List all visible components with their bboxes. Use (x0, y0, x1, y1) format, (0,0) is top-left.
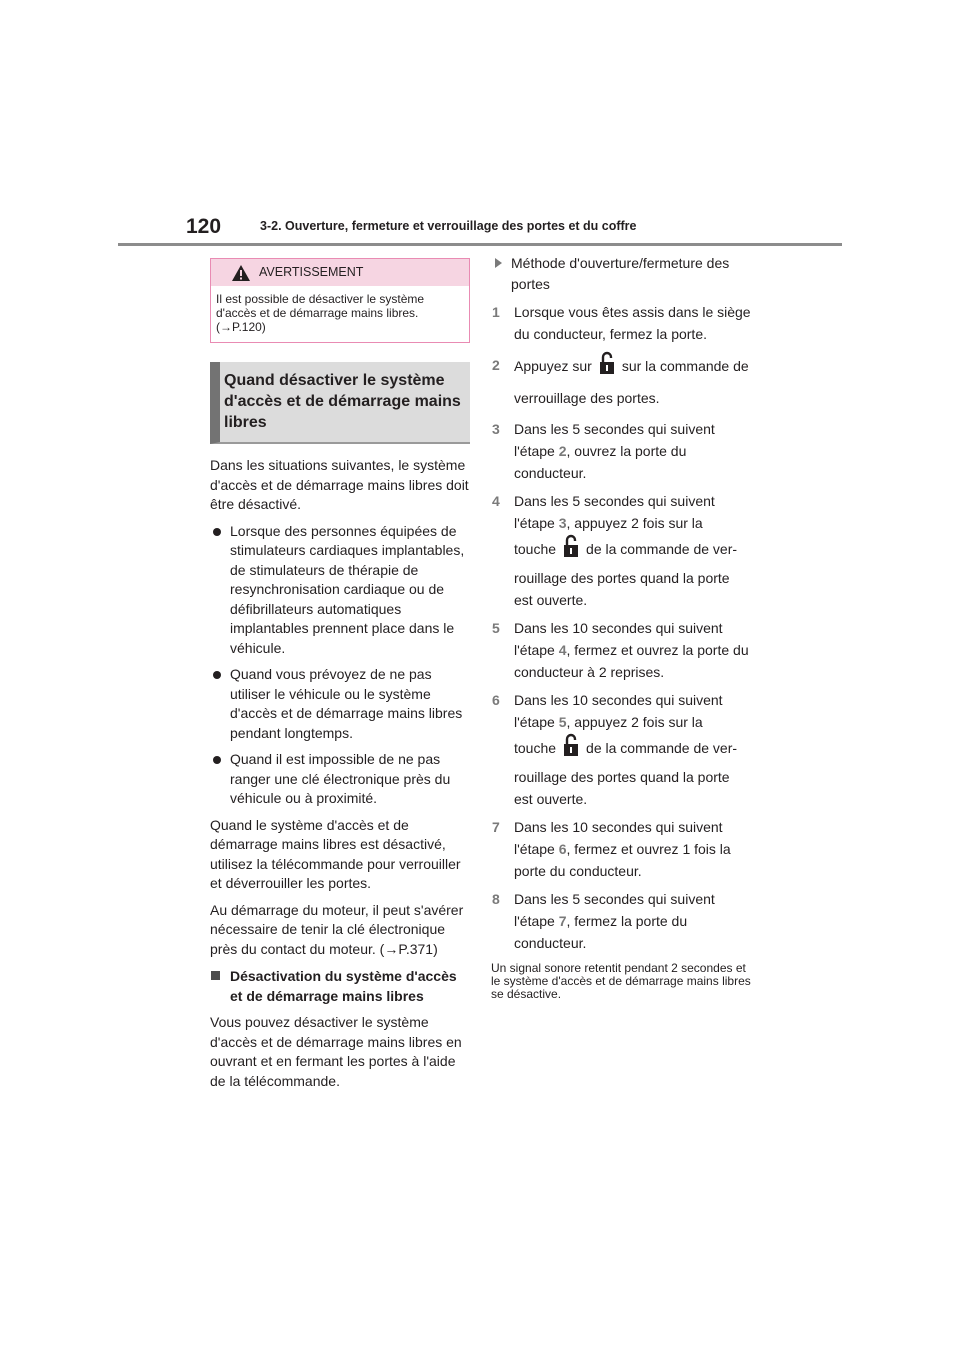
warning-title: AVERTISSEMENT (259, 265, 364, 279)
method-title: Méthode d'ouverture/fermeture des portes (511, 255, 730, 292)
step-ref: 6 (558, 841, 567, 857)
intro-paragraph: Dans les situations suivantes, le système d'accès et de démarrage mains libres doit être désactivé. (210, 457, 469, 512)
step-number: 6 (492, 692, 500, 708)
step-number: 7 (492, 819, 500, 835)
step-number: 4 (492, 493, 500, 509)
bullet-icon (213, 756, 221, 764)
warning-text: Il est possible de désactiver le système d'accès et de démarrage mains libres. (→P.120) (216, 292, 425, 334)
step-5 (491, 617, 751, 683)
step-1 (491, 301, 751, 345)
left-column (210, 258, 470, 1091)
step-text: touche (514, 740, 557, 757)
unlock-icon (563, 733, 579, 766)
sub-paragraph: Vous pouvez désactiver le système d'accès et de démarrage mains libres en ouvrant et en fermant les portes à l'aide de la télécommande. (210, 1014, 462, 1089)
method-heading (491, 253, 751, 295)
section-title: Quand désactiver le système d'accès et de démarrage mains libres (224, 372, 461, 431)
step-text: , fermez la porte du conducteur. (514, 913, 688, 951)
step-text: , fermez et ouvrez la porte du conducteur à 2 reprises. (514, 642, 749, 680)
unlock-icon (563, 534, 579, 567)
step-text: Dans les 5 secondes qui suivent l'étape (514, 421, 715, 459)
square-bullet-icon (211, 971, 220, 980)
step-3 (491, 418, 751, 484)
step-ref: 4 (558, 642, 567, 658)
engine-paragraph: Au démarrage du moteur, il peut s'avérer nécessaire de tenir la clé électronique près du contact du moteur. (→P.371) (210, 901, 464, 957)
step-number: 1 (492, 304, 500, 320)
bullet-icon (213, 528, 221, 536)
step-text: sur la commande de verrouillage des portes. (514, 358, 749, 406)
step-text: Appuyez sur (514, 358, 592, 375)
right-column (491, 253, 751, 1013)
header-rule (118, 243, 842, 246)
bullet-text: Quand vous prévoyez de ne pas utiliser le véhicule ou le système d'accès et de démarrage mains libres pendant longtemps. (230, 666, 463, 741)
step-text: Dans les 10 secondes qui suivent l'étape (514, 620, 723, 658)
step-line (514, 534, 751, 567)
step-4 (491, 490, 751, 611)
step-ref: 5 (558, 714, 567, 730)
step-text: , fermez et ouvrez 1 fois la porte du conducteur. (514, 841, 731, 879)
step-text: Dans les 5 secondes qui suivent l'étape (514, 493, 715, 531)
bullet-text: Lorsque des personnes équipées de stimulateurs cardiaques implantables, de stimulateurs de thérapie de resynchronisation cardiaque ou de défibrillateurs automatiques implantables prennent place dans le véhicule. (230, 522, 465, 656)
section-heading (210, 362, 470, 444)
step-text: touche (514, 541, 557, 558)
bullet-list (210, 522, 470, 809)
unlock-icon (599, 351, 615, 384)
step-text: , appuyez 2 fois sur la (566, 515, 703, 531)
bullet-icon (213, 671, 221, 679)
step-number: 2 (492, 357, 500, 373)
step-number: 3 (492, 421, 500, 437)
remote-paragraph: Quand le système d'accès et de démarrage mains libres est désactivé, utilisez la télécommande pour verrouiller et déverrouiller les portes. (210, 816, 461, 891)
warning-triangle-icon (231, 264, 251, 282)
step-8 (491, 888, 751, 954)
step-text: Dans les 10 secondes qui suivent l'étape (514, 819, 723, 857)
step-6 (491, 689, 751, 810)
step-number: 5 (492, 620, 500, 636)
subheading (210, 967, 470, 1006)
subheading-text: Désactivation du système d'accès et de démarrage mains libres (230, 968, 457, 1004)
step-text: rouillage des portes quand la porte est ouverte. (514, 769, 730, 807)
step-text: rouillage des portes quand la porte est ouverte. (514, 570, 730, 608)
step-line (514, 733, 751, 766)
step-2 (491, 351, 751, 412)
chapter-title: 3-2. Ouverture, fermeture et verrouillage des portes et du coffre (260, 219, 637, 233)
triangle-marker-icon (495, 258, 502, 268)
step-text: Dans les 10 secondes qui suivent l'étape (514, 692, 723, 730)
warning-header (211, 259, 469, 286)
step-7 (491, 816, 751, 882)
list-item (210, 665, 470, 743)
step-ref: 7 (558, 913, 567, 929)
step-ref: 3 (558, 515, 567, 531)
step-number: 8 (492, 891, 500, 907)
warning-box (210, 258, 470, 343)
step-text: Dans les 5 secondes qui suivent l'étape (514, 891, 715, 929)
bullet-text: Quand il est impossible de ne pas ranger une clé électronique près du véhicule ou à proximité. (230, 751, 451, 806)
step-ref: 2 (558, 443, 567, 459)
step-text: , appuyez 2 fois sur la (566, 714, 703, 730)
step-text: de la commande de ver- (586, 541, 738, 558)
step-text: , ouvrez la porte du conducteur. (514, 443, 687, 481)
list-item (210, 522, 470, 659)
list-item (210, 750, 470, 809)
step-text: Lorsque vous êtes assis dans le siège du conducteur, fermez la porte. (514, 304, 751, 342)
note-text: Un signal sonore retentit pendant 2 secondes et le système d'accès et de démarrage mains libres se désactive. (491, 961, 751, 1001)
step-text: de la commande de ver- (586, 740, 738, 757)
page-number: 120 (186, 215, 222, 238)
